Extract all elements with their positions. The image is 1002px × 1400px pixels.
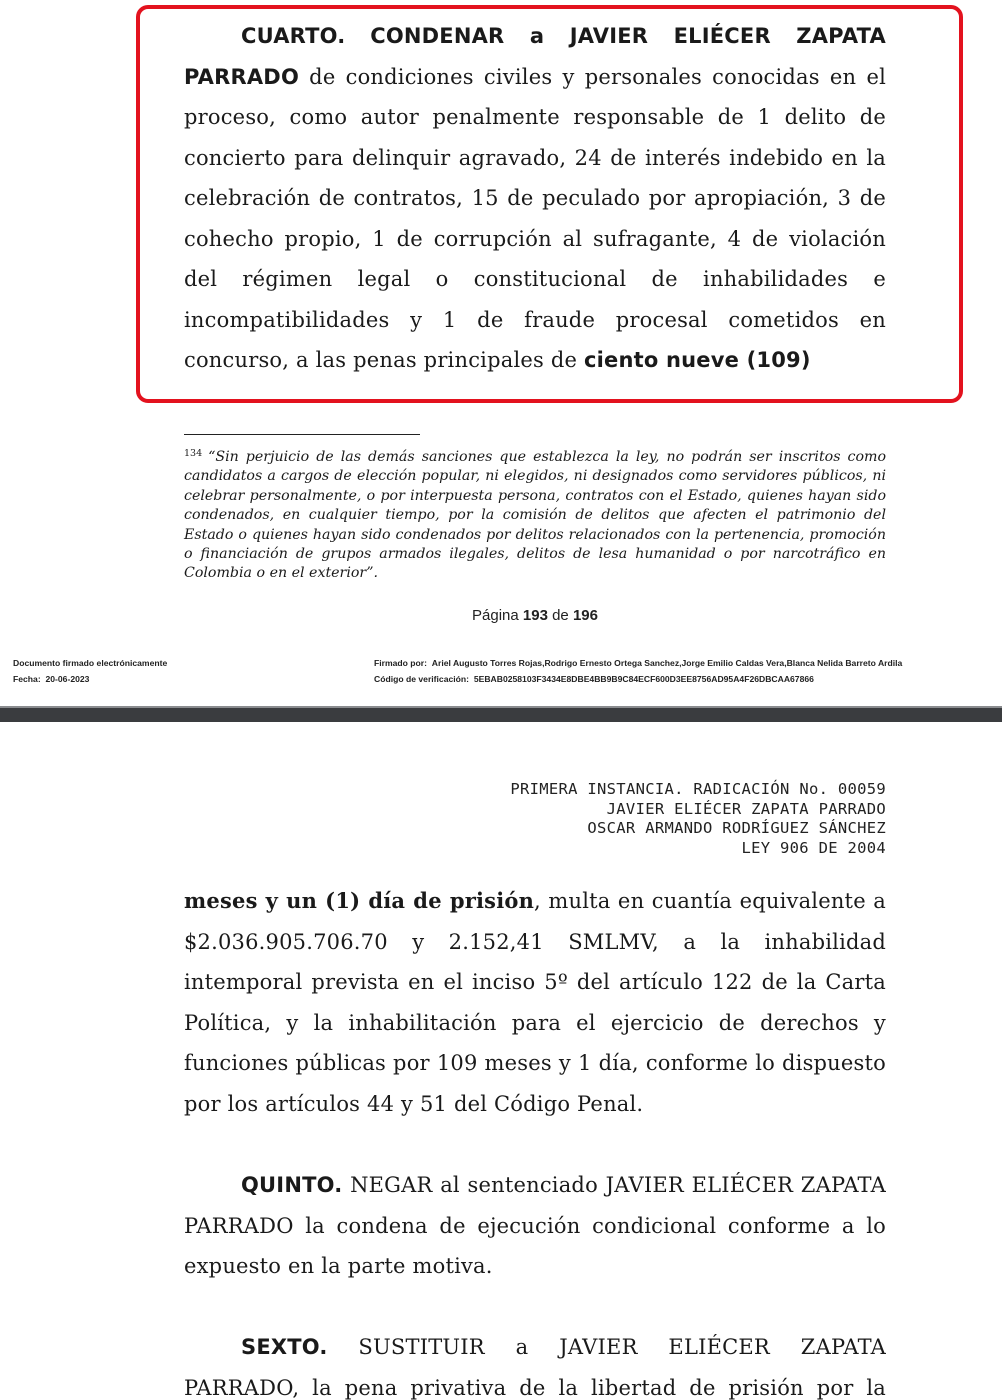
header-line-2: JAVIER ELIÉCER ZAPATA PARRADO: [606, 799, 886, 818]
continuation-body: , multa en cuantía equivalente a $2.036.905.706.70 y 2.152,41 SMLMV, a la inhabilidad intemporal prevista en el inciso 5º del artículo 122 de la Carta Política, y la inhabilitación para el ejercicio de derechos y funciones públicas por 109 meses y 1 día, conforme lo dispuesto por los artículos 44 y 51 del Código Penal.: [184, 889, 886, 1116]
footnote-rule: [184, 434, 420, 435]
sexto-body: SUSTITUIR a JAVIER ELIÉCER ZAPATA PARRADO, la pena privativa de la libertad de prisión por la: [184, 1335, 886, 1400]
signature-right: [374, 655, 902, 687]
page-number-total: 196: [572, 607, 598, 624]
continuation-paragraph: [184, 881, 886, 1124]
page-194: [0, 722, 1002, 1400]
sexto-heading: SEXTO.: [241, 1335, 328, 1359]
header-line-4: LEY 906 DE 2004: [741, 838, 886, 857]
footnote-text: “Sin perjuicio de las demás sanciones que establezca la ley, no podrán ser inscritos como candidatos a cargos de elección popular, ni elegidos, ni designados como servidores públicos, ni celebrar personalmente, o por interpuesta persona, contratos con el Estado, quienes hayan sido condenados, en cualquier tiempo, por la comisión de delitos que afecten el patrimonio del Estado o quienes hayan sido condenados por delitos relacionados con la pertenencia, promoción o financiación de grupos armados ilegales, delitos de lesa humanidad o por narcotráfico en Colombia o en el exterior”.: [184, 449, 886, 582]
cuarto-paragraph: [184, 16, 886, 381]
quinto-body: NEGAR al sentenciado JAVIER ELIÉCER ZAPATA PARRADO la condena de ejecución condicional conforme a lo expuesto en la parte motiva.: [184, 1173, 886, 1278]
footnote-134: [184, 444, 886, 584]
page-number-prefix: Página: [472, 607, 523, 624]
quinto-heading: QUINTO.: [241, 1173, 343, 1197]
signed-by: Firmado por: Ariel Augusto Torres Rojas,Rodrigo Ernesto Ortega Sanchez,Jorge Emilio Caldas Vera,Blanca Nelida Barreto Ardila: [374, 658, 903, 668]
cuarto-verb: CONDENAR a JAVIER ELIÉCER ZAPATA PARRADO: [184, 24, 886, 89]
footnote-number: 134: [184, 448, 203, 459]
signature-date: Fecha: 20-06-2023: [13, 674, 90, 684]
page-divider: [0, 706, 1002, 722]
signature-left: [13, 655, 167, 687]
cuarto-body: de condiciones civiles y personales conocidas en el proceso, como autor penalmente responsable de 1 delito de concierto para delinquir agravado, 24 de interés indebido en la celebración de contratos, 15 de peculado por apropiación, 3 de cohecho propio, 1 de corrupción al sufragante, 4 de violación del régimen legal o constitucional de inhabilidades e incompatibilidades y 1 de fraude procesal cometidos en concurso, a las penas principales de: [184, 64, 886, 372]
cuarto-bold-tail: ciento nueve (109): [583, 348, 811, 372]
verification-code: Código de verificación: 5EBAB0258103F3434E8DBE4BB9B9C84ECF600D3EE8756AD95A4F26DBCAA67866: [374, 674, 814, 684]
header-line-3: OSCAR ARMANDO RODRÍGUEZ SÁNCHEZ: [587, 819, 886, 837]
quinto-paragraph: [184, 1165, 886, 1287]
running-header: [510, 780, 886, 858]
page-number-current: 193: [522, 607, 548, 624]
header-line-1: PRIMERA INSTANCIA. RADICACIÓN No. 00059: [510, 780, 886, 798]
page-number: [0, 607, 1002, 624]
page-number-middle: de: [547, 607, 573, 624]
sexto-paragraph: [184, 1327, 886, 1400]
continuation-bold: meses y un (1) día de prisión: [184, 888, 535, 913]
cuarto-heading: CUARTO.: [241, 24, 346, 48]
signed-electronically-label: Documento firmado electrónicamente: [13, 658, 168, 668]
